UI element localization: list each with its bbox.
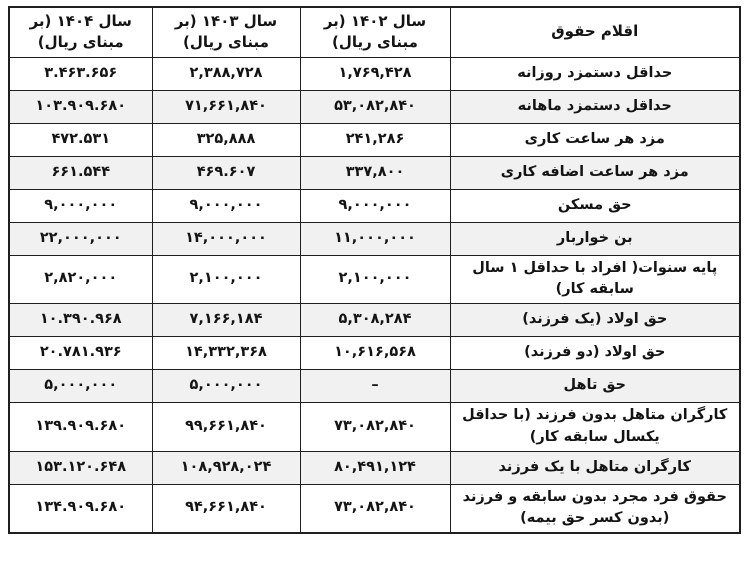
value-1403-cell: ۹۹,۶۶۱,۸۴۰: [152, 403, 300, 452]
value-1402-cell: ۲۴۱,۲۸۶: [300, 123, 450, 156]
table-row: [9, 123, 740, 156]
table-row: [9, 304, 740, 337]
salary-item-cell: کارگران متاهل با یک فرزند: [450, 451, 740, 484]
column-header-salary-items: اقلام حقوق: [450, 7, 740, 57]
value-1402-cell: ۸۰,۴۹۱,۱۲۴: [300, 451, 450, 484]
table-row: [9, 189, 740, 222]
salary-item-cell: پایه سنوات( افراد با حداقل ۱ سال سابقه کار): [450, 255, 740, 304]
value-1403-cell: ۲,۱۰۰,۰۰۰: [152, 255, 300, 304]
salary-item-cell: مزد هر ساعت کاری: [450, 123, 740, 156]
salary-item-cell: حق تاهل: [450, 370, 740, 403]
table-row: [9, 156, 740, 189]
table-row: [9, 337, 740, 370]
table-row: [9, 484, 740, 533]
value-1403-cell: ۹۴,۶۶۱,۸۴۰: [152, 484, 300, 533]
table-row: [9, 370, 740, 403]
value-1402-cell: ۳۳۷,۸۰۰: [300, 156, 450, 189]
value-1404-cell: ۶۶۱.۵۴۴: [9, 156, 152, 189]
value-1404-cell: ۱۳۴.۹۰۹.۶۸۰: [9, 484, 152, 533]
value-1404-cell: ۱۳۹.۹۰۹.۶۸۰: [9, 403, 152, 452]
value-1403-cell: ۱۴,۰۰۰,۰۰۰: [152, 222, 300, 255]
value-1404-cell: ۱۵۳.۱۲۰.۶۴۸: [9, 451, 152, 484]
value-1402-cell: ۵,۳۰۸,۲۸۴: [300, 304, 450, 337]
table-row: [9, 451, 740, 484]
value-1404-cell: ۳.۴۶۳.۶۵۶: [9, 57, 152, 90]
value-1403-cell: ۱۴,۳۳۲,۳۶۸: [152, 337, 300, 370]
salary-item-cell: حق اولاد (یک فرزند): [450, 304, 740, 337]
value-1404-cell: ۹,۰۰۰,۰۰۰: [9, 189, 152, 222]
column-header-year-1403: سال ۱۴۰۳ (بر مبنای ریال): [152, 7, 300, 57]
value-1402-cell: ۹,۰۰۰,۰۰۰: [300, 189, 450, 222]
value-1402-cell: ۷۳,۰۸۲,۸۴۰: [300, 484, 450, 533]
value-1404-cell: ۴۷۲.۵۳۱: [9, 123, 152, 156]
salary-item-cell: حق مسکن: [450, 189, 740, 222]
value-1403-cell: ۷,۱۶۶,۱۸۴: [152, 304, 300, 337]
value-1402-cell: ۵۳,۰۸۲,۸۴۰: [300, 90, 450, 123]
value-1404-cell: ۲,۸۲۰,۰۰۰: [9, 255, 152, 304]
value-1403-cell: ۹,۰۰۰,۰۰۰: [152, 189, 300, 222]
table-row: [9, 57, 740, 90]
table-row: [9, 403, 740, 452]
salary-item-cell: مزد هر ساعت اضافه کاری: [450, 156, 740, 189]
value-1404-cell: ۲۲,۰۰۰,۰۰۰: [9, 222, 152, 255]
column-header-year-1404: سال ۱۴۰۴ (بر مبنای ریال): [9, 7, 152, 57]
value-1404-cell: ۲۰.۷۸۱.۹۳۶: [9, 337, 152, 370]
value-1403-cell: ۳۲۵,۸۸۸: [152, 123, 300, 156]
salary-item-cell: حقوق فرد مجرد بدون سابقه و فرزند (بدون کسر حق بیمه): [450, 484, 740, 533]
value-1404-cell: ۵,۰۰۰,۰۰۰: [9, 370, 152, 403]
value-1403-cell: ۴۶۹.۶۰۷: [152, 156, 300, 189]
value-1403-cell: ۲,۳۸۸,۷۲۸: [152, 57, 300, 90]
value-1402-cell: ۷۳,۰۸۲,۸۴۰: [300, 403, 450, 452]
value-1403-cell: ۵,۰۰۰,۰۰۰: [152, 370, 300, 403]
table-row: [9, 90, 740, 123]
salary-item-cell: کارگران متاهل بدون فرزند (با حداقل یکسال سابقه کار): [450, 403, 740, 452]
value-1404-cell: ۱۰۳.۹۰۹.۶۸۰: [9, 90, 152, 123]
value-1403-cell: ۱۰۸,۹۲۸,۰۲۴: [152, 451, 300, 484]
salary-item-cell: حداقل دستمزد ماهانه: [450, 90, 740, 123]
value-1402-cell: –: [300, 370, 450, 403]
salary-item-cell: حق اولاد (دو فرزند): [450, 337, 740, 370]
salary-item-cell: حداقل دستمزد روزانه: [450, 57, 740, 90]
table-header-row: [9, 7, 740, 57]
salary-item-cell: بن خواربار: [450, 222, 740, 255]
value-1402-cell: ۱۰,۶۱۶,۵۶۸: [300, 337, 450, 370]
salary-table: [8, 6, 741, 534]
value-1403-cell: ۷۱,۶۶۱,۸۴۰: [152, 90, 300, 123]
value-1402-cell: ۲,۱۰۰,۰۰۰: [300, 255, 450, 304]
value-1402-cell: ۱,۷۶۹,۴۲۸: [300, 57, 450, 90]
table-row: [9, 255, 740, 304]
column-header-year-1402: سال ۱۴۰۲ (بر مبنای ریال): [300, 7, 450, 57]
value-1402-cell: ۱۱,۰۰۰,۰۰۰: [300, 222, 450, 255]
table-row: [9, 222, 740, 255]
value-1404-cell: ۱۰.۳۹۰.۹۶۸: [9, 304, 152, 337]
